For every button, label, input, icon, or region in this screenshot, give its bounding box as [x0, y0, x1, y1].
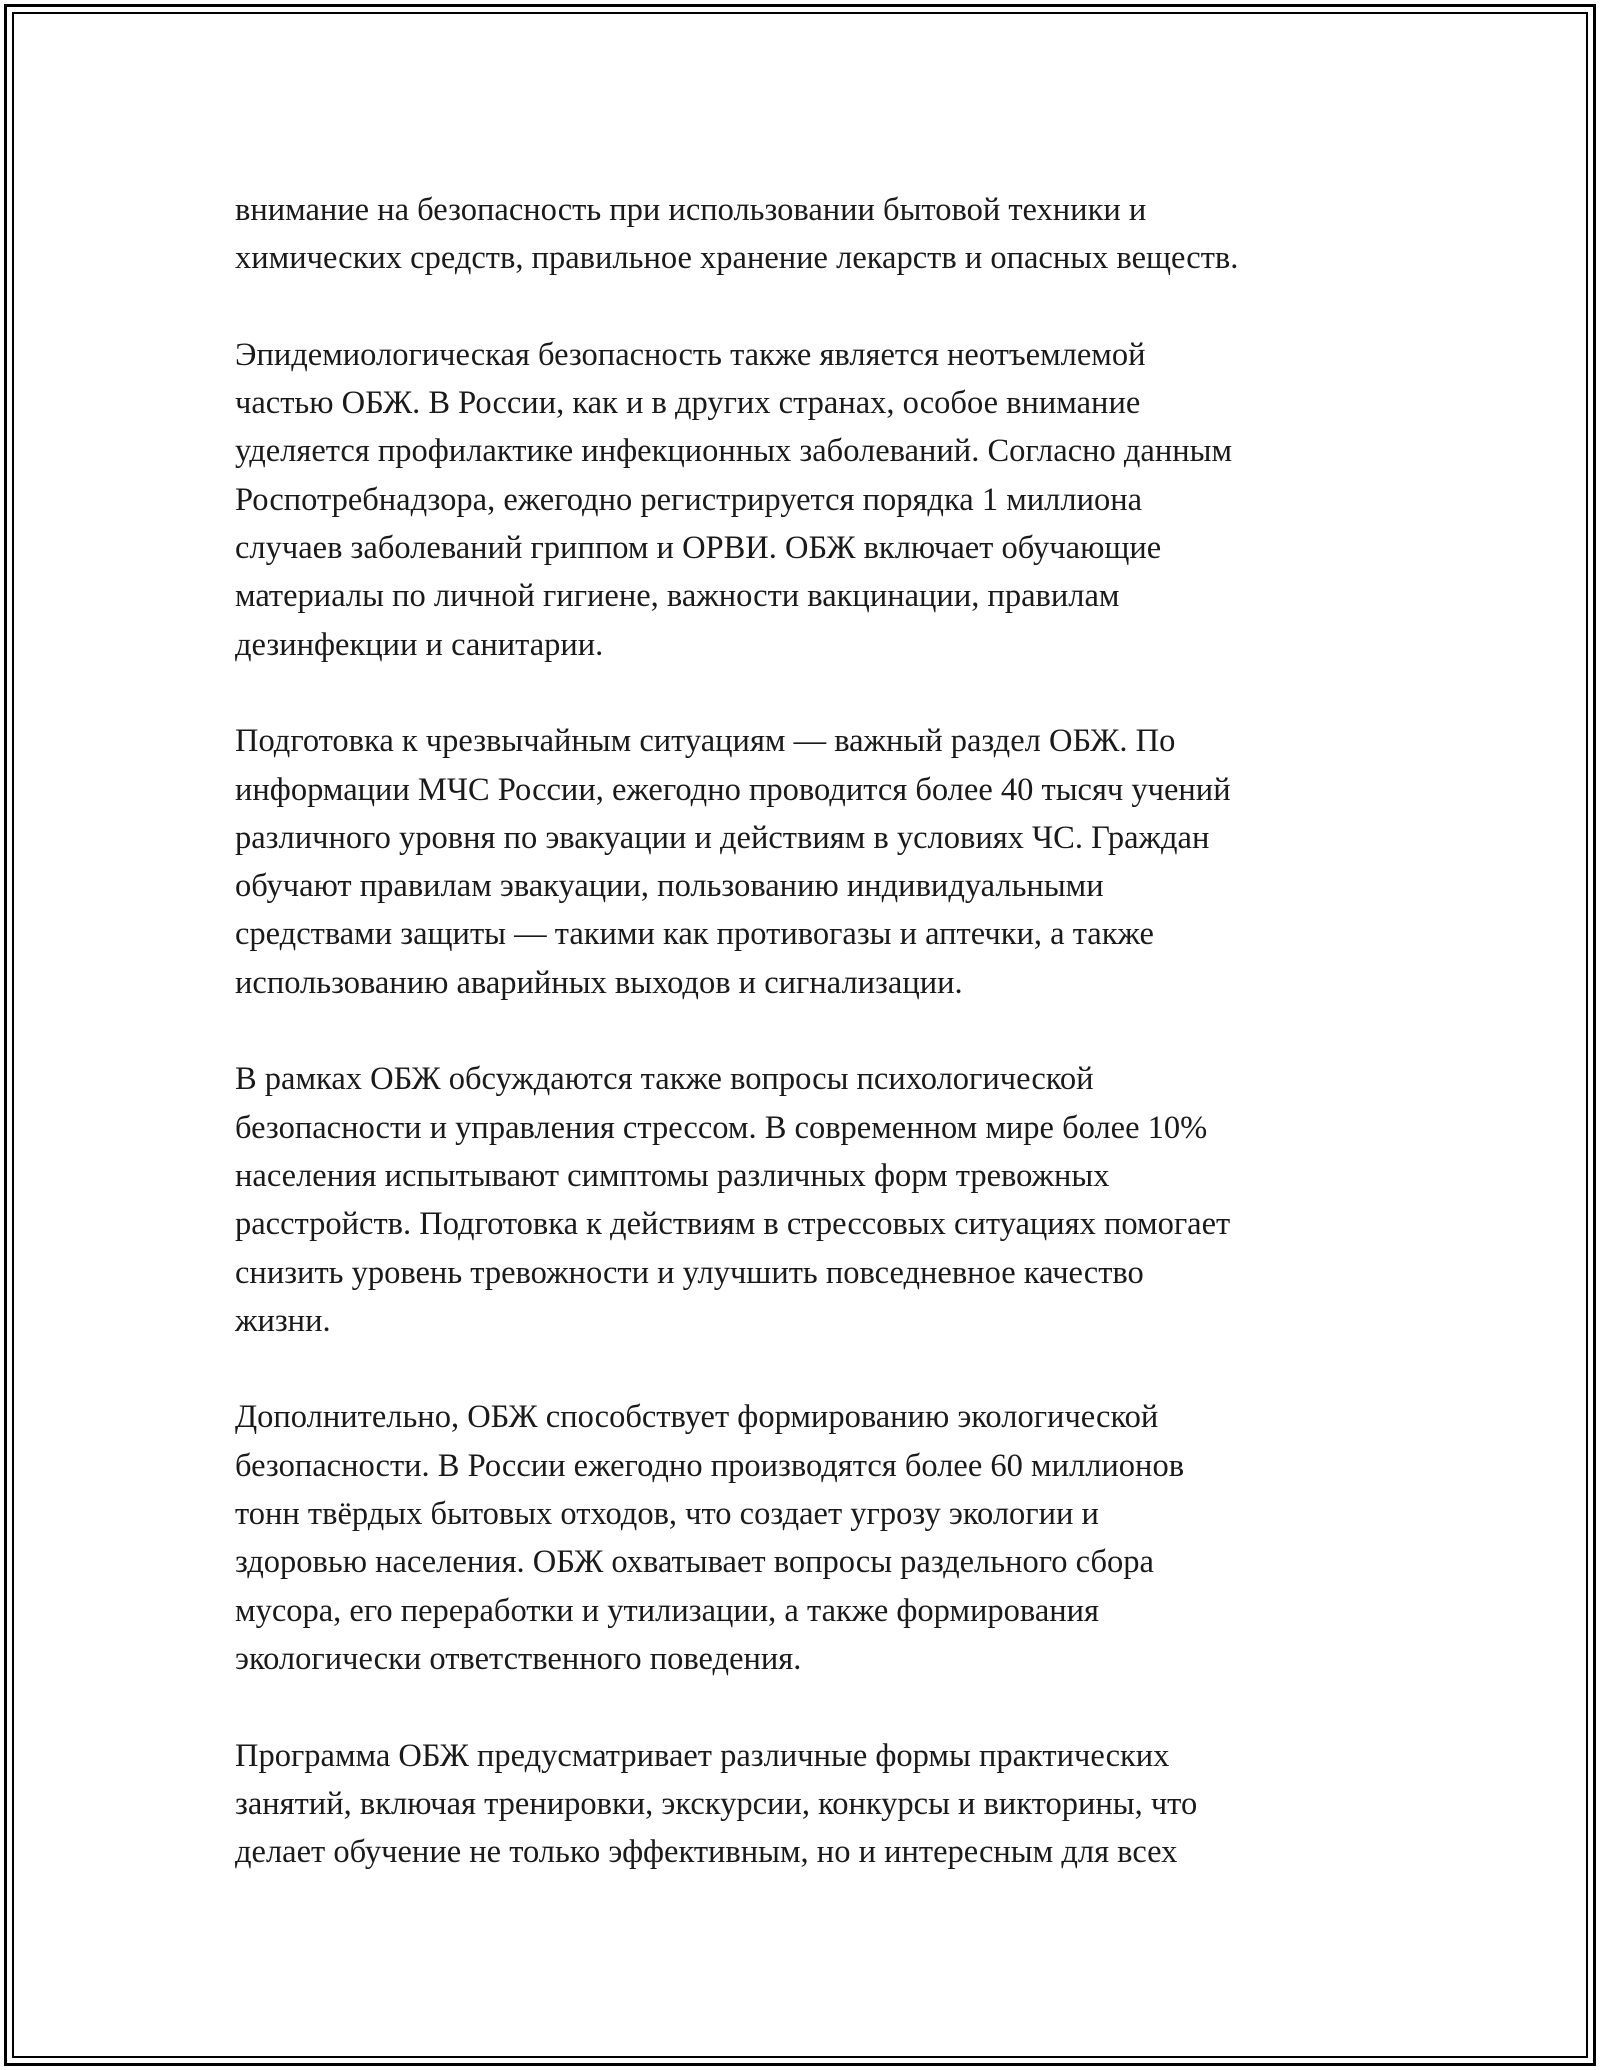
text-line: обучают правилам эвакуации, пользованию индивидуальными: [235, 868, 1104, 905]
text-line: дезинфекции и санитарии.: [235, 626, 604, 663]
text-line: населения испытывают симптомы различных форм тревожных: [235, 1157, 1110, 1194]
text-line: мусора, его переработки и утилизации, а также формирования: [235, 1592, 1099, 1629]
text-line: здоровью населения. ОБЖ охватывает вопросы раздельного сбора: [235, 1544, 1154, 1581]
text-line: средствами защиты — такими как противогазы и аптечки, а также: [235, 916, 1154, 953]
text-line: В рамках ОБЖ обсуждаются также вопросы психологической: [235, 1061, 1094, 1098]
paragraph-household-safety: [235, 186, 1385, 283]
text-line: случаев заболеваний гриппом и ОРВИ. ОБЖ включает обучающие: [235, 530, 1162, 567]
text-line: информации МЧС России, ежегодно проводится более 40 тысяч учений: [235, 771, 1231, 808]
document-body: [235, 186, 1385, 1876]
paragraph-psychological-safety: [235, 1055, 1385, 1345]
paragraph-practical-program: [235, 1732, 1385, 1877]
text-line: Дополнительно, ОБЖ способствует формированию экологической: [235, 1399, 1159, 1436]
text-line: Эпидемиологическая безопасность также является неотъемлемой: [235, 336, 1146, 373]
text-line: внимание на безопасность при использовании бытовой техники и: [235, 192, 1147, 228]
text-line: делает обучение не только эффективным, но и интересным для всех: [235, 1834, 1178, 1871]
text-line: Подготовка к чрезвычайным ситуациям — важный раздел ОБЖ. По: [235, 723, 1176, 760]
text-line: экологически ответственного поведения.: [235, 1640, 802, 1677]
paragraph-emergency-preparedness: [235, 717, 1385, 1007]
text-line: Программа ОБЖ предусматривает различные формы практических: [235, 1737, 1170, 1774]
text-line: жизни.: [235, 1302, 331, 1339]
text-line: различного уровня по эвакуации и действиям в условиях ЧС. Граждан: [235, 819, 1210, 856]
text-line: расстройств. Подготовка к действиям в стрессовых ситуациях помогает: [235, 1206, 1231, 1243]
text-line: материалы по личной гигиене, важности вакцинации, правилам: [235, 578, 1120, 615]
text-line: снизить уровень тревожности и улучшить повседневное качество: [235, 1254, 1144, 1291]
text-line: частью ОБЖ. В России, как и в других странах, особое внимание: [235, 385, 1141, 422]
text-line: безопасности и управления стрессом. В современном мире более 10%: [235, 1109, 1208, 1146]
text-line: занятий, включая тренировки, экскурсии, конкурсы и викторины, что: [235, 1785, 1198, 1822]
text-line: безопасности. В России ежегодно производятся более 60 миллионов: [235, 1447, 1185, 1484]
paragraph-epidemiological-safety: [235, 331, 1385, 669]
text-line: тонн твёрдых бытовых отходов, что создает угрозу экологии и: [235, 1496, 1099, 1533]
paragraph-ecological-safety: [235, 1393, 1385, 1683]
text-line: уделяется профилактике инфекционных заболеваний. Согласно данным: [235, 433, 1233, 470]
text-line: Роспотребнадзора, ежегодно регистрируется порядка 1 миллиона: [235, 481, 1143, 518]
text-line: использованию аварийных выходов и сигнализации.: [235, 964, 963, 1001]
text-line: химических средств, правильное хранение лекарств и опасных веществ.: [235, 240, 1239, 277]
